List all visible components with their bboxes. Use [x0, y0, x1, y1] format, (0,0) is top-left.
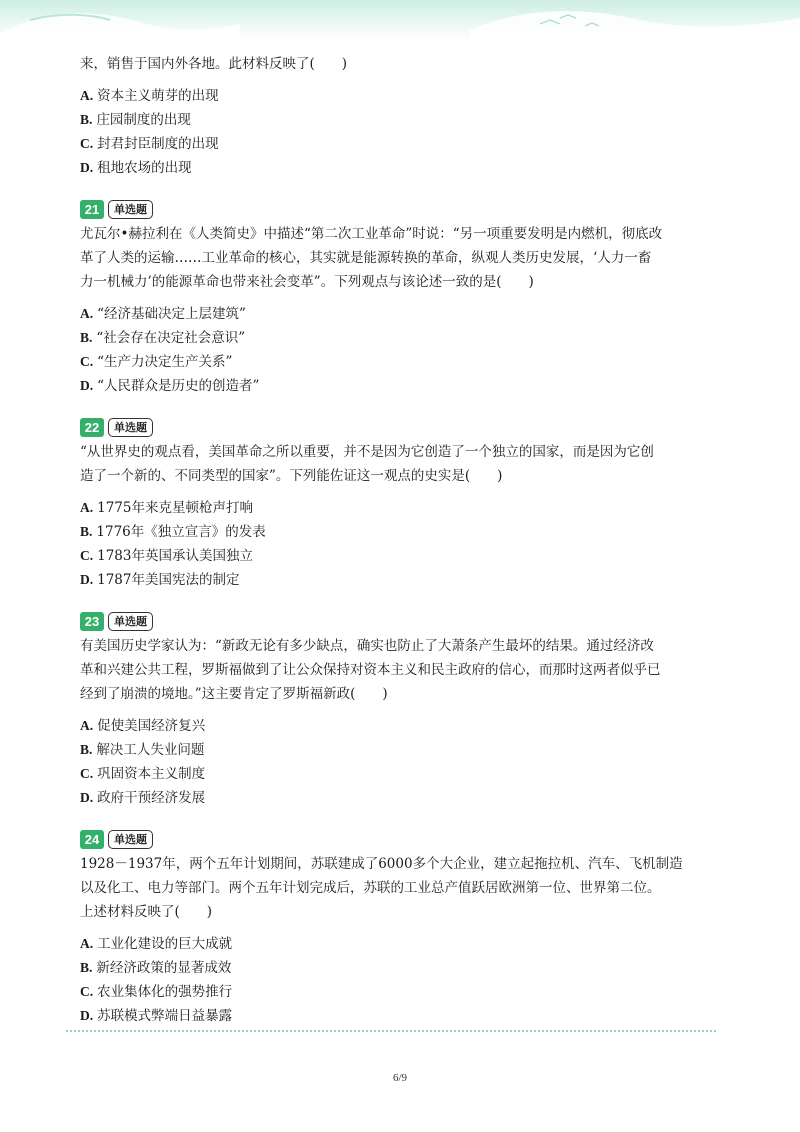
option-text: 1775年来克星顿枪声打响	[97, 500, 253, 516]
option-letter: B.	[80, 330, 93, 345]
question-stem-line: 上述材料反映了( )	[80, 904, 213, 920]
question-21	[80, 198, 720, 398]
question-stem-line: 力一机械力’的能源革命也带来社会变革”。下列观点与该论述一致的是( )	[80, 274, 534, 290]
question-type-tag: 单选题	[108, 612, 153, 631]
option-letter: B.	[80, 960, 93, 975]
option-a[interactable]	[80, 496, 720, 520]
option-a[interactable]	[80, 932, 720, 956]
option-b[interactable]	[80, 326, 720, 350]
option-text: 1776年《独立宣言》的发表	[96, 524, 266, 540]
option-text: 1787年美国宪法的制定	[97, 572, 240, 588]
option-c[interactable]	[80, 762, 720, 786]
option-b[interactable]	[80, 956, 720, 980]
question-header	[80, 416, 720, 438]
option-text: “社会存在决定社会意识”	[96, 330, 246, 346]
option-d[interactable]	[80, 568, 720, 592]
option-text: 政府干预经济发展	[97, 790, 206, 806]
question-header	[80, 828, 720, 850]
option-text: 1783年英国承认美国独立	[97, 548, 253, 564]
question-stem-line: 1928－1937年，两个五年计划期间，苏联建成了6000多个大企业，建立起拖拉机、汽车、飞机制造	[80, 856, 683, 872]
question-number-badge: 22	[80, 418, 104, 437]
question-20-continuation	[80, 52, 720, 180]
option-list	[80, 496, 720, 592]
option-text: “经济基础决定上层建筑”	[97, 306, 246, 322]
option-b[interactable]	[80, 738, 720, 762]
option-text: 苏联模式弊端日益暴露	[97, 1008, 233, 1024]
option-list	[80, 84, 720, 180]
question-24	[80, 828, 720, 1028]
option-text: 巩固资本主义制度	[97, 766, 206, 782]
option-d[interactable]	[80, 374, 720, 398]
option-c[interactable]	[80, 544, 720, 568]
question-stem-line: 尤瓦尔•赫拉利在《人类简史》中描述“第二次工业革命”时说：“另一项重要发明是内燃机，彻底改	[80, 226, 663, 242]
option-a[interactable]	[80, 714, 720, 738]
document-body	[80, 48, 720, 1028]
question-type-tag: 单选题	[108, 830, 153, 849]
option-letter: B.	[80, 742, 93, 757]
option-letter: B.	[80, 524, 93, 539]
question-header	[80, 198, 720, 220]
question-stem-line: 造了一个新的、不同类型的国家”。下列能佐证这一观点的史实是( )	[80, 468, 503, 484]
option-letter: A.	[80, 306, 94, 321]
option-list	[80, 714, 720, 810]
option-text: 资本主义萌芽的出现	[97, 88, 219, 104]
question-stem-line: 经到了崩溃的境地。”这主要肯定了罗斯福新政( )	[80, 686, 388, 702]
question-22	[80, 416, 720, 592]
option-text: 农业集体化的强势推行	[97, 984, 233, 1000]
option-list	[80, 302, 720, 398]
option-letter: A.	[80, 936, 94, 951]
option-text: 封君封臣制度的出现	[97, 136, 219, 152]
option-c[interactable]	[80, 980, 720, 1004]
question-stem-line: 革了人类的运输……工业革命的核心，其实就是能源转换的革命，纵观人类历史发展，‘人力一畜	[80, 250, 652, 266]
option-b[interactable]	[80, 108, 720, 132]
question-stem-line: “从世界史的观点看，美国革命之所以重要，并不是因为它创造了一个独立的国家，而是因为它创	[80, 444, 654, 460]
option-text: 庄园制度的出现	[96, 112, 191, 128]
option-c[interactable]	[80, 350, 720, 374]
option-letter: C.	[80, 548, 94, 563]
option-text: 解决工人失业问题	[96, 742, 205, 758]
option-letter: D.	[80, 572, 94, 587]
option-letter: A.	[80, 500, 94, 515]
option-letter: C.	[80, 984, 94, 999]
question-number-badge: 23	[80, 612, 104, 631]
option-d[interactable]	[80, 156, 720, 180]
option-letter: C.	[80, 766, 94, 781]
option-a[interactable]	[80, 84, 720, 108]
page-number: 6/9	[392, 1072, 408, 1084]
option-letter: D.	[80, 378, 94, 393]
option-letter: C.	[80, 136, 94, 151]
question-header	[80, 610, 720, 632]
option-text: “人民群众是历史的创造者”	[97, 378, 260, 394]
option-text: 促使美国经济复兴	[97, 718, 206, 734]
question-stem-line: 以及化工、电力等部门。两个五年计划完成后，苏联的工业总产值跃居欧洲第一位、世界第二位。	[80, 880, 661, 896]
option-text: 租地农场的出现	[97, 160, 192, 176]
option-text: 新经济政策的显著成效	[96, 960, 232, 976]
option-letter: A.	[80, 88, 94, 103]
option-letter: A.	[80, 718, 94, 733]
option-letter: D.	[80, 160, 94, 175]
option-text: “生产力决定生产关系”	[97, 354, 233, 370]
question-type-tag: 单选题	[108, 418, 153, 437]
question-stem-line: 来，销售于国内外各地。此材料反映了( )	[80, 56, 348, 72]
question-number-badge: 21	[80, 200, 104, 219]
option-list	[80, 932, 720, 1028]
question-stem-line: 有美国历史学家认为：“新政无论有多少缺点，确实也防止了大萧条产生最坏的结果。通过经济改	[80, 638, 654, 654]
question-number-badge: 24	[80, 830, 104, 849]
option-letter: D.	[80, 790, 94, 805]
question-type-tag: 单选题	[108, 200, 153, 219]
option-d[interactable]	[80, 786, 720, 810]
option-letter: D.	[80, 1008, 94, 1023]
option-b[interactable]	[80, 520, 720, 544]
option-c[interactable]	[80, 132, 720, 156]
footer-divider	[66, 1030, 716, 1032]
option-text: 工业化建设的巨大成就	[97, 936, 233, 952]
option-a[interactable]	[80, 302, 720, 326]
option-letter: B.	[80, 112, 93, 127]
question-stem-line: 革和兴建公共工程，罗斯福做到了让公众保持对资本主义和民主政府的信心，而那时这两者似乎已	[80, 662, 661, 678]
option-letter: C.	[80, 354, 94, 369]
question-23	[80, 610, 720, 810]
option-d[interactable]	[80, 1004, 720, 1028]
